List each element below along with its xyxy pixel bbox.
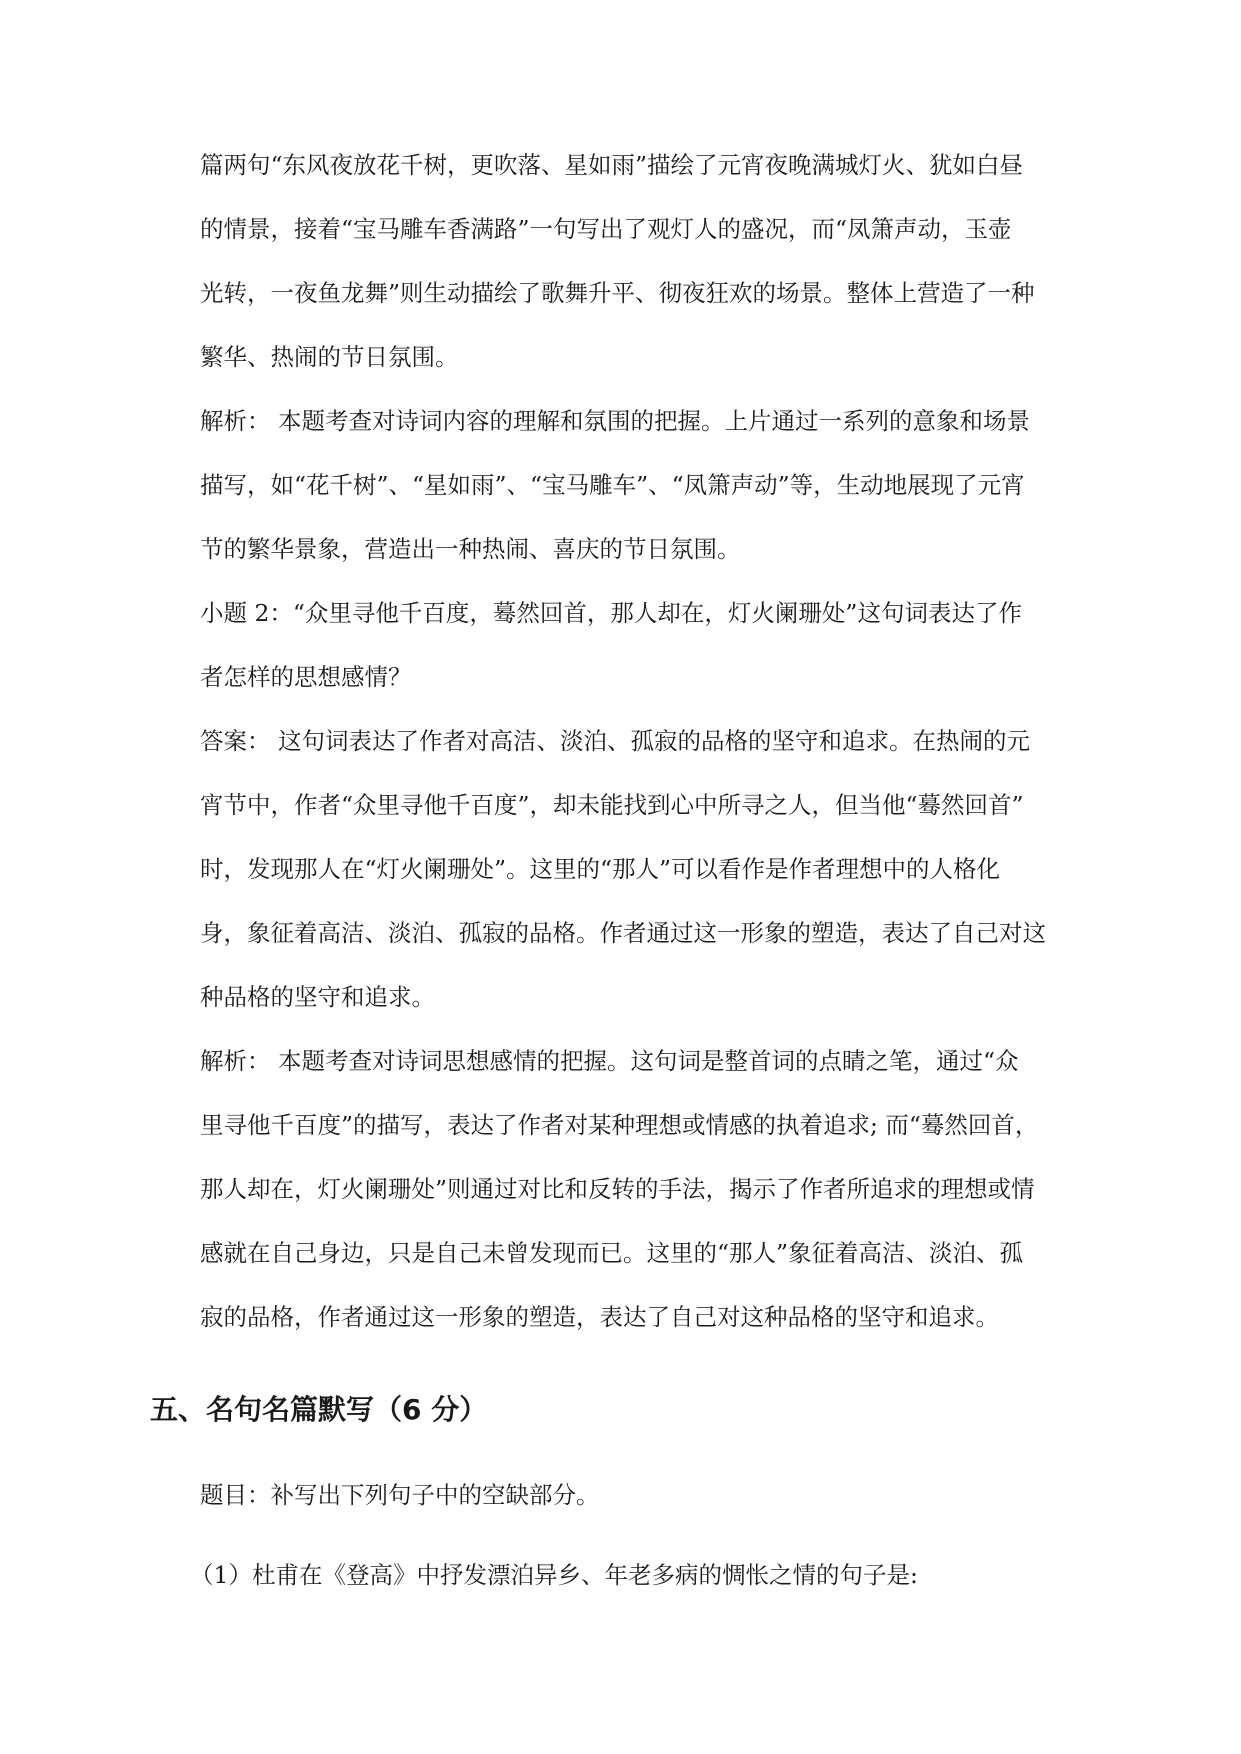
text-line: 的情景，接着“宝马雕车香满路”一句写出了观灯人的盛况，而“凤箫声动，玉壶	[200, 215, 1012, 243]
text-line: 时，发现那人在“灯火阑珊处”。这里的“那人”可以看作是作者理想中的人格化	[200, 855, 1001, 883]
question-2-paragraph	[200, 581, 1090, 709]
text-line: 繁华、热闹的节日氛围。	[200, 343, 459, 371]
text-line: 种品格的坚守和追求。	[200, 983, 435, 1011]
answer-paragraph-1	[200, 133, 1090, 389]
text-line: 描写，如“花千树”、“星如雨”、“宝马雕车”、“凤箫声动”等，生动地展现了元宵	[200, 471, 1025, 499]
text-line: 小题 2：“众里寻他千百度，蓦然回首，那人却在，灯火阑珊处”这句词表达了作	[200, 599, 1022, 627]
section-heading: 五、名句名篇默写（6 分）	[150, 1393, 488, 1426]
fill-in-question-1	[190, 1543, 1080, 1607]
answer-paragraph-2	[200, 709, 1090, 1029]
question-prompt	[200, 1463, 1090, 1527]
text-line: 里寻他千百度”的描写，表达了作者对某种理想或情感的执着追求; 而“蓦然回首，	[200, 1111, 1039, 1139]
analysis-paragraph-1	[200, 389, 1090, 581]
text-line: （1）杜甫在《登高》中抒发漂泊异乡、年老多病的惆怅之情的句子是:	[190, 1561, 918, 1589]
text-line: 篇两句“东风夜放花千树，更吹落、星如雨”描绘了元宵夜晚满城灯火、犹如白昼	[200, 151, 1024, 179]
text-line: 身，象征着高洁、淡泊、孤寂的品格。作者通过这一形象的塑造，表达了自己对这	[200, 919, 1046, 947]
text-line: 宵节中，作者“众里寻他千百度”，却未能找到心中所寻之人，但当他“蓦然回首”	[200, 791, 1024, 819]
text-line: 答案： 这句词表达了作者对高洁、淡泊、孤寂的品格的坚守和追求。在热闹的元	[200, 727, 1030, 755]
text-line: 者怎样的思想感情？	[200, 663, 412, 691]
text-line: 节的繁华景象，营造出一种热闹、喜庆的节日氛围。	[200, 535, 741, 563]
text-line: 感就在自己身边，只是自己未曾发现而已。这里的“那人”象征着高洁、淡泊、孤	[200, 1239, 1024, 1267]
text-line: 解析： 本题考查对诗词思想感情的把握。这句词是整首词的点睛之笔，通过“众	[200, 1047, 1019, 1075]
text-line: 题目：补写出下列句子中的空缺部分。	[200, 1481, 600, 1509]
text-line: 那人却在，灯火阑珊处”则通过对比和反转的手法，揭示了作者所追求的理想或情	[200, 1175, 1035, 1203]
text-line: 光转，一夜鱼龙舞”则生动描绘了歌舞升平、彻夜狂欢的场景。整体上营造了一种	[200, 279, 1035, 307]
text-line: 解析： 本题考查对诗词内容的理解和氛围的把握。上片通过一系列的意象和场景	[200, 407, 1030, 435]
analysis-paragraph-2	[200, 1029, 1090, 1349]
text-line: 寂的品格，作者通过这一形象的塑造，表达了自己对这种品格的坚守和追求。	[200, 1303, 999, 1331]
